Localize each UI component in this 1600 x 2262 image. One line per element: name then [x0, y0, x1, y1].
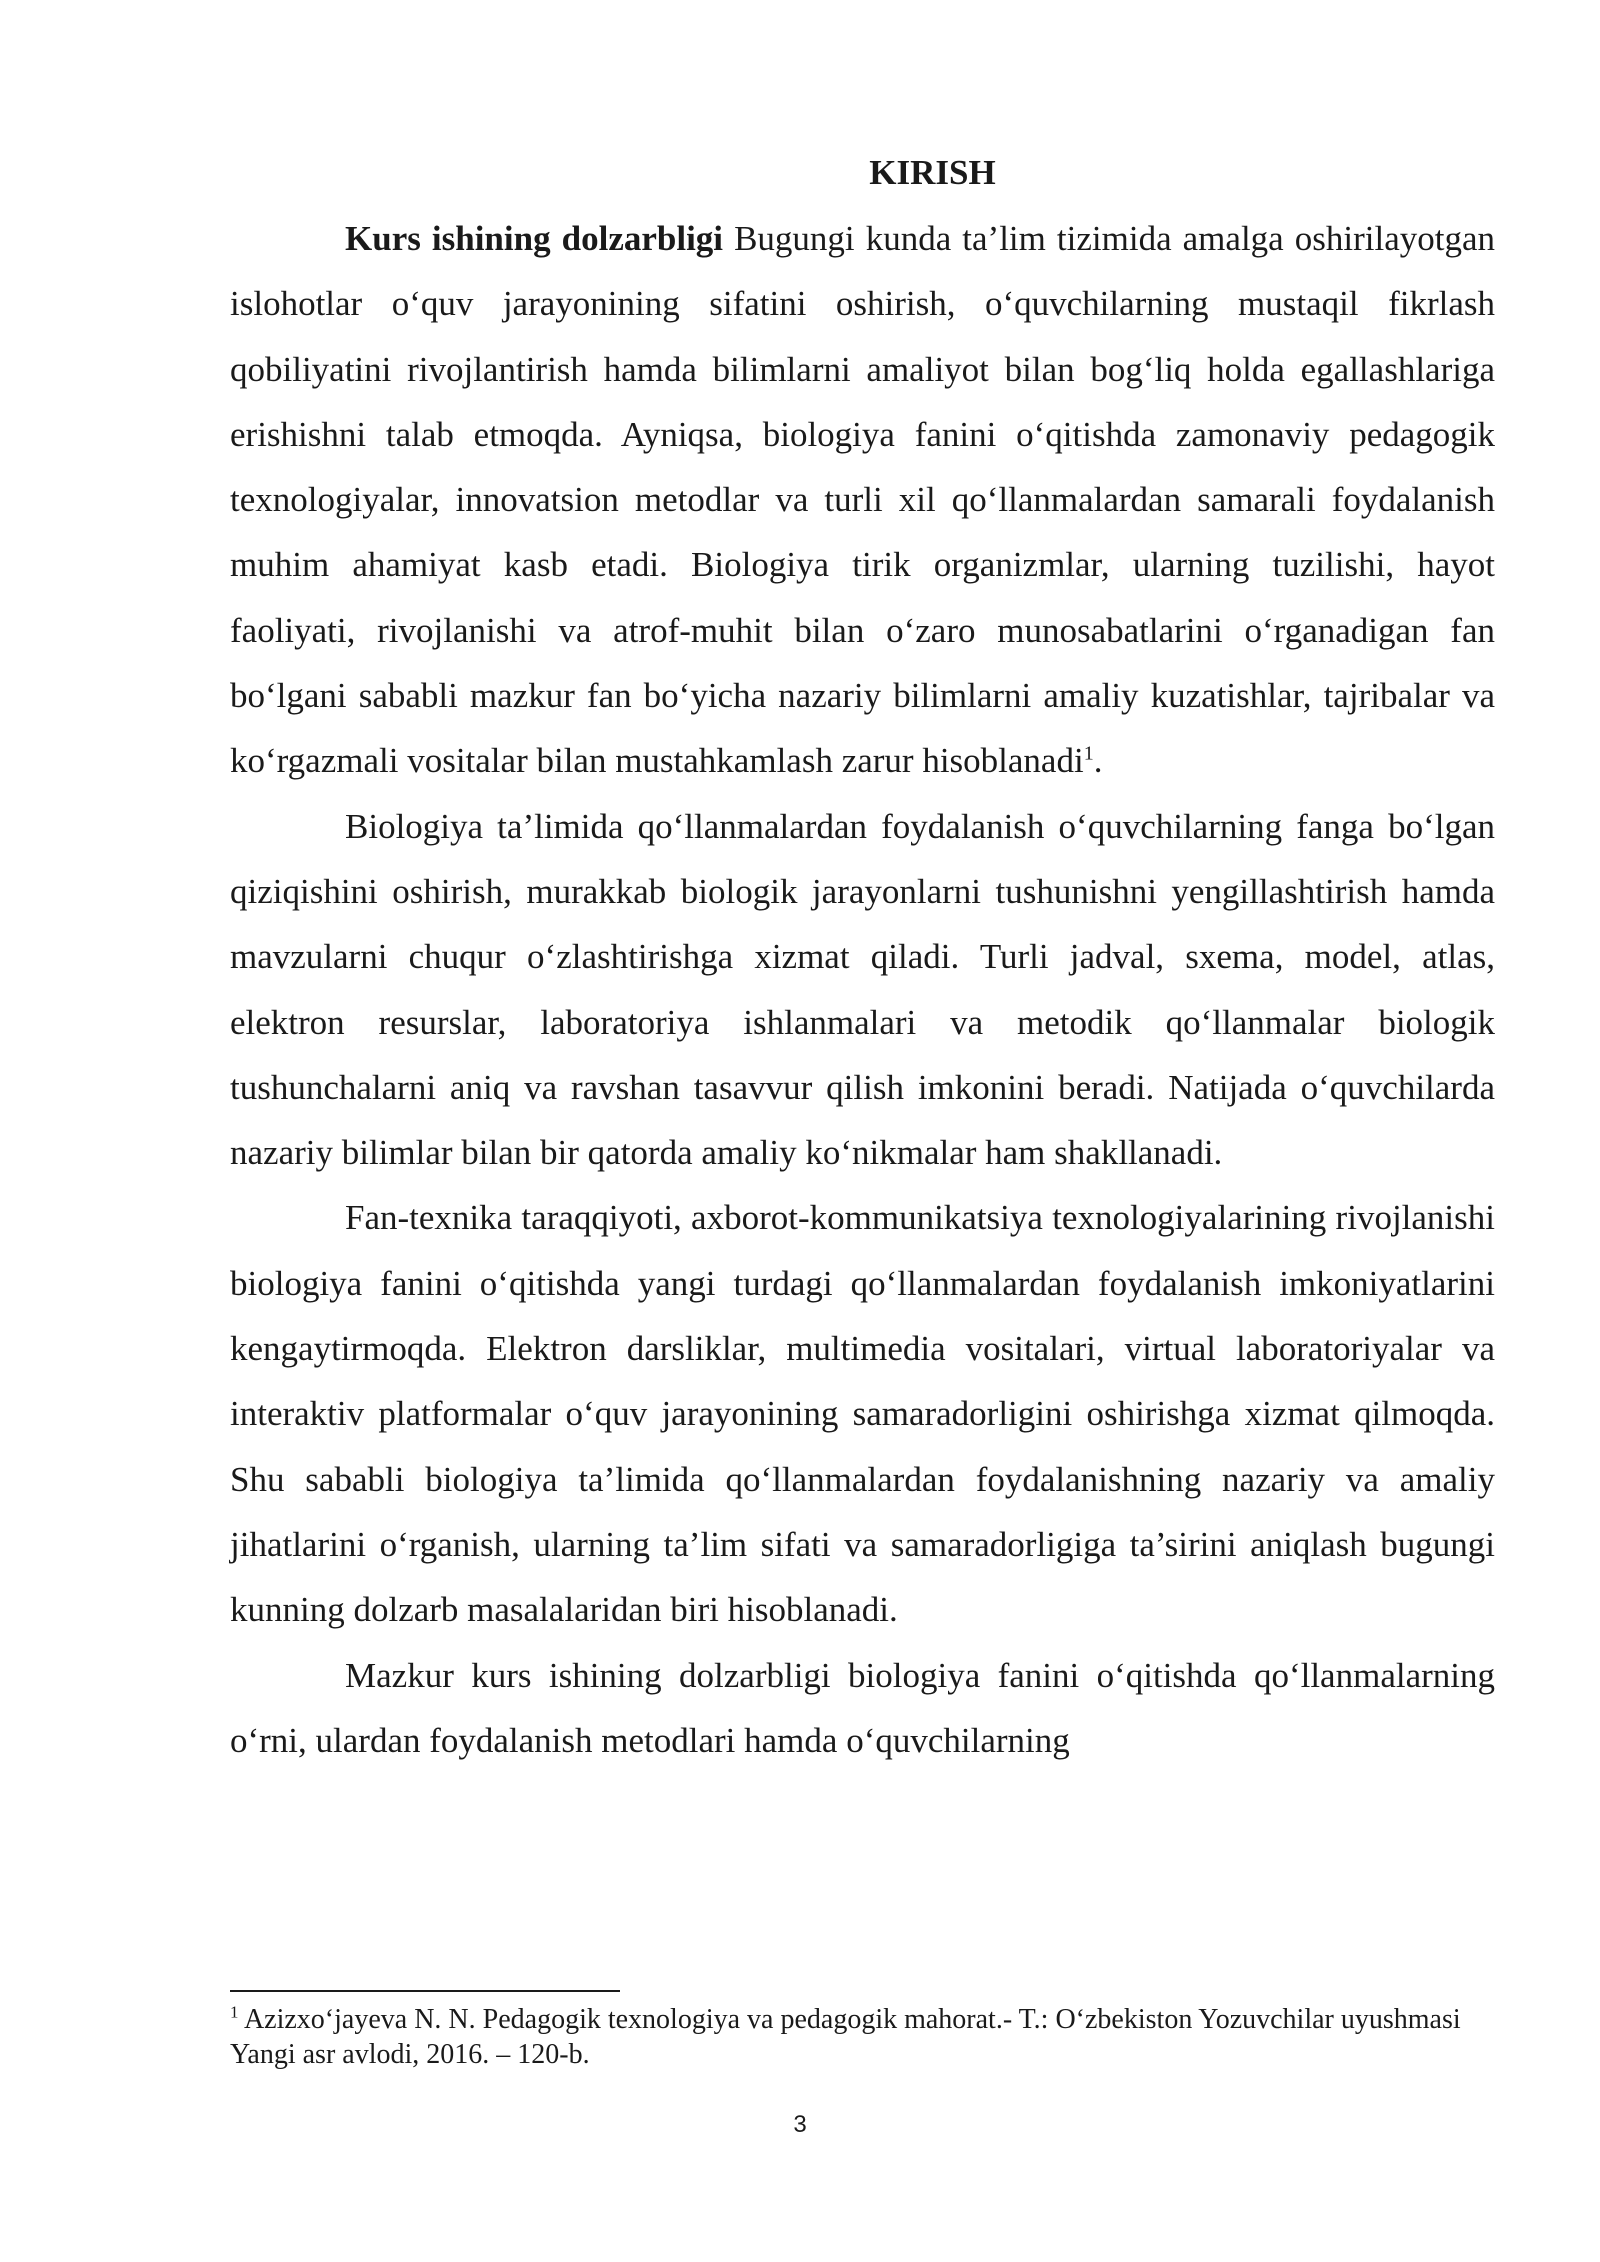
section-heading: KIRISH: [869, 153, 996, 192]
paragraph-text: Bugungi kunda ta’lim tizimida amalga oshirilayotgan islohotlar o‘quv jarayonining sifatini oshirish, o‘quvchilarning mustaqil fikrlash qobiliyatini rivojlantirish hamda bilimlarni amaliyot bilan bog‘liq holda egallashlariga erishishni talab etmoqda. Ayniqsa, biologiya fanini o‘qitishda zamonaviy pedagogik texnologiyalar, innovatsion metodlar va turli xil qo‘llanmalardan samarali foydalanish muhim ahamiyat kasb etadi. Biologiya tirik organizmlar, ularning tuzilishi, hayot faoliyati, rivojlanishi va atrof-muhit bilan o‘zaro munosabatlarini o‘rganadigan fan bo‘lgani sababli mazkur fan bo‘yicha nazariy bilimlarni amaliy kuzatishlar, tajribalar va ko‘rgazmali vositalar bilan mustahkamlash zarur hisoblanadi: [230, 219, 1495, 781]
main-text: [230, 140, 1495, 1773]
paragraph-end: .: [1093, 741, 1103, 781]
footnote-reference[interactable]: 1: [1083, 742, 1094, 765]
paragraph-relevance: [230, 206, 1495, 794]
page-number: 3: [793, 2111, 807, 2138]
footnote-divider: [230, 1990, 620, 1992]
paragraph-technology: Fan-texnika taraqqiyoti, axborot-kommunikatsiya texnologiyalarining rivojlanishi biologiya fanini o‘qitishda yangi turdagi qo‘llanmalardan foydalanish imkoniyatlarini kengaytirmoqda. Elektron darsliklar, multimedia vositalari, virtual laboratoriyalar va interaktiv platformalar o‘quv jarayonining samaradorligini oshirishga xizmat qilmoqda. Shu sababli biologiya ta’limida qo‘llanmalardan foydalanishning nazariy va amaliy jihatlarini o‘rganish, ularning ta’lim sifati va samaradorligiga ta’sirini aniqlash bugungi kunning dolzarb masalalaridan biri hisoblanadi.: [230, 1198, 1495, 1630]
paragraph-lead-bold: Kurs ishining dolzarbligi: [345, 219, 724, 258]
footnote: [230, 2002, 1495, 2072]
paragraph-manuals: Biologiya ta’limida qo‘llanmalardan foydalanish o‘quvchilarning fanga bo‘lgan qiziqishini oshirish, murakkab biologik jarayonlarni tushunishni yengillashtirish hamda mavzularni chuqur o‘zlashtirishga xizmat qiladi. Turli jadval, sxema, model, atlas, elektron resurslar, laboratoriya ishlanmalari va metodik qo‘llanmalar biologik tushunchalarni aniq va ravshan tasavvur qilish imkonini beradi. Natijada o‘quvchilarda nazariy bilimlar bilan bir qatorda amaliy ko‘nikmalar ham shakllanadi.: [230, 806, 1495, 1173]
footnote-mark: 1: [230, 2002, 239, 2022]
footnote-text: Azizxo‘jayeva N. N. Pedagogik texnologiya va pedagogik mahorat.- T.: O‘zbekiston Yozuvchilar uyushmasi Yangi asr avlodi, 2016. – 120-b.: [230, 2004, 1461, 2070]
paragraph-course-relevance: Mazkur kurs ishining dolzarbligi biologiya fanini o‘qitishda qo‘llanmalarning o‘rni, ulardan foydalanish metodlari hamda o‘quvchilarning: [230, 1655, 1495, 1760]
